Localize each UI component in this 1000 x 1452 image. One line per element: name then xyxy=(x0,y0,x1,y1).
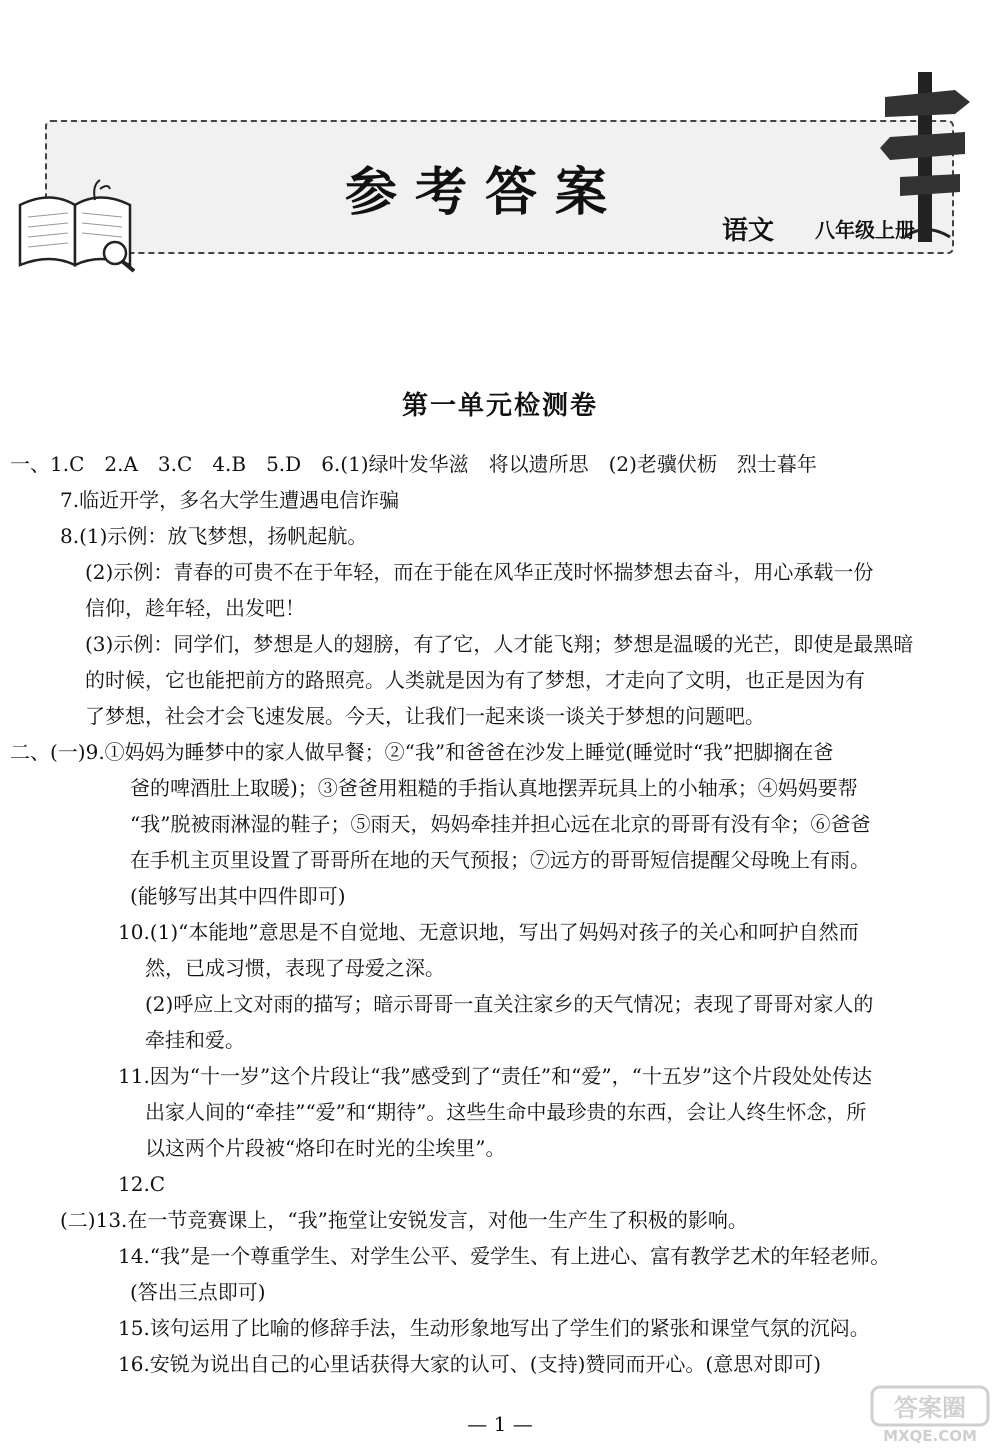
answer-line: 然，已成习惯，表现了母爱之深。 xyxy=(145,956,445,980)
answer-line: 信仰，趁年轻，出发吧！ xyxy=(85,596,305,620)
answer-line: 一、1.C 2.A 3.C 4.B 5.D 6.(1)绿叶发华滋 将以遗所思 (2)老骥伏枥 烈士暮年 xyxy=(10,452,817,476)
answer-line: (二)13.在一节竞赛课上，“我”拖堂让安锐发言，对他一生产生了积极的影响。 xyxy=(60,1208,748,1232)
answer-line: 12.C xyxy=(118,1172,166,1196)
grade-label: 八年级上册 xyxy=(815,218,915,242)
answer-line: (能够写出其中四件即可) xyxy=(130,884,346,908)
answer-line: 出家人间的“牵挂”“爱”和“期待”。这些生命中最珍贵的东西，会让人终生怀念，所 xyxy=(145,1100,867,1124)
page-title: 参考答案 xyxy=(344,163,625,223)
answer-line: 在手机主页里设置了哥哥所在地的天气预报；⑦远方的哥哥短信提醒父母晚上有雨。 xyxy=(130,848,870,872)
answer-line: 牵挂和爱。 xyxy=(145,1028,245,1052)
answer-line: 二、(一)9.①妈妈为睡梦中的家人做早餐；②“我”和爸爸在沙发上睡觉(睡觉时“我”把脚搁在爸 xyxy=(10,740,834,764)
answer-line: 10.(1)“本能地”意思是不自觉地、无意识地，写出了妈妈对孩子的关心和呵护自然而 xyxy=(118,920,859,944)
subject-label: 语文 xyxy=(722,216,775,246)
answer-line: 14.“我”是一个尊重学生、对学生公平、爱学生、有上进心、富有教学艺术的年轻老师。 xyxy=(118,1244,891,1268)
answer-line: 的时候，它也能把前方的路照亮。人类就是因为有了梦想，才走向了文明，也正是因为有 xyxy=(85,668,865,692)
answer-line: (答出三点即可) xyxy=(130,1280,266,1304)
answer-line: 爸的啤酒肚上取暖)；③爸爸用粗糙的手指认真地摆弄玩具上的小轴承；④妈妈要帮 xyxy=(130,776,858,800)
answer-line: (2)呼应上文对雨的描写；暗示哥哥一直关注家乡的天气情况；表现了哥哥对家人的 xyxy=(145,992,874,1016)
page-number: — 1 — xyxy=(467,1412,533,1436)
section-title: 第一单元检测卷 xyxy=(401,391,598,421)
open-book-icon xyxy=(10,175,140,275)
answer-line: 7.临近开学，多名大学生遭遇电信诈骗 xyxy=(60,488,400,512)
answer-line: 16.安锐为说出自己的心里话获得大家的认可、(支持)赞同而开心。(意思对即可) xyxy=(118,1352,822,1376)
answer-line: (2)示例：青春的可贵不在于年轻，而在于能在风华正茂时怀揣梦想去奋斗，用心承载一份 xyxy=(85,560,874,584)
answer-line: 15.该句运用了比喻的修辞手法，生动形象地写出了学生们的紧张和课堂气氛的沉闷。 xyxy=(118,1316,870,1340)
watermark-logo xyxy=(870,1385,990,1445)
answer-line: 11.因为“十一岁”这个片段让“我”感受到了“责任”和“爱”，“十五岁”这个片段处处传达 xyxy=(118,1064,873,1088)
answer-line: 以这两个片段被“烙印在时光的尘埃里”。 xyxy=(145,1136,506,1160)
answer-line: 8.(1)示例：放飞梦想，扬帆起航。 xyxy=(60,524,368,548)
answer-line: (3)示例：同学们，梦想是人的翅膀，有了它，人才能飞翔；梦想是温暖的光芒，即使是最黑暗 xyxy=(85,632,914,656)
answer-line: 了梦想，社会才会飞速发展。今天，让我们一起来谈一谈关于梦想的问题吧。 xyxy=(85,704,765,728)
svg-text:MXQE.COM: MXQE.COM xyxy=(883,1427,977,1445)
svg-text:答案圈: 答案圈 xyxy=(894,1394,966,1422)
answer-line: “我”脱被雨淋湿的鞋子；⑤雨天，妈妈牵挂并担心远在北京的哥哥有没有伞；⑥爸爸 xyxy=(130,812,871,836)
